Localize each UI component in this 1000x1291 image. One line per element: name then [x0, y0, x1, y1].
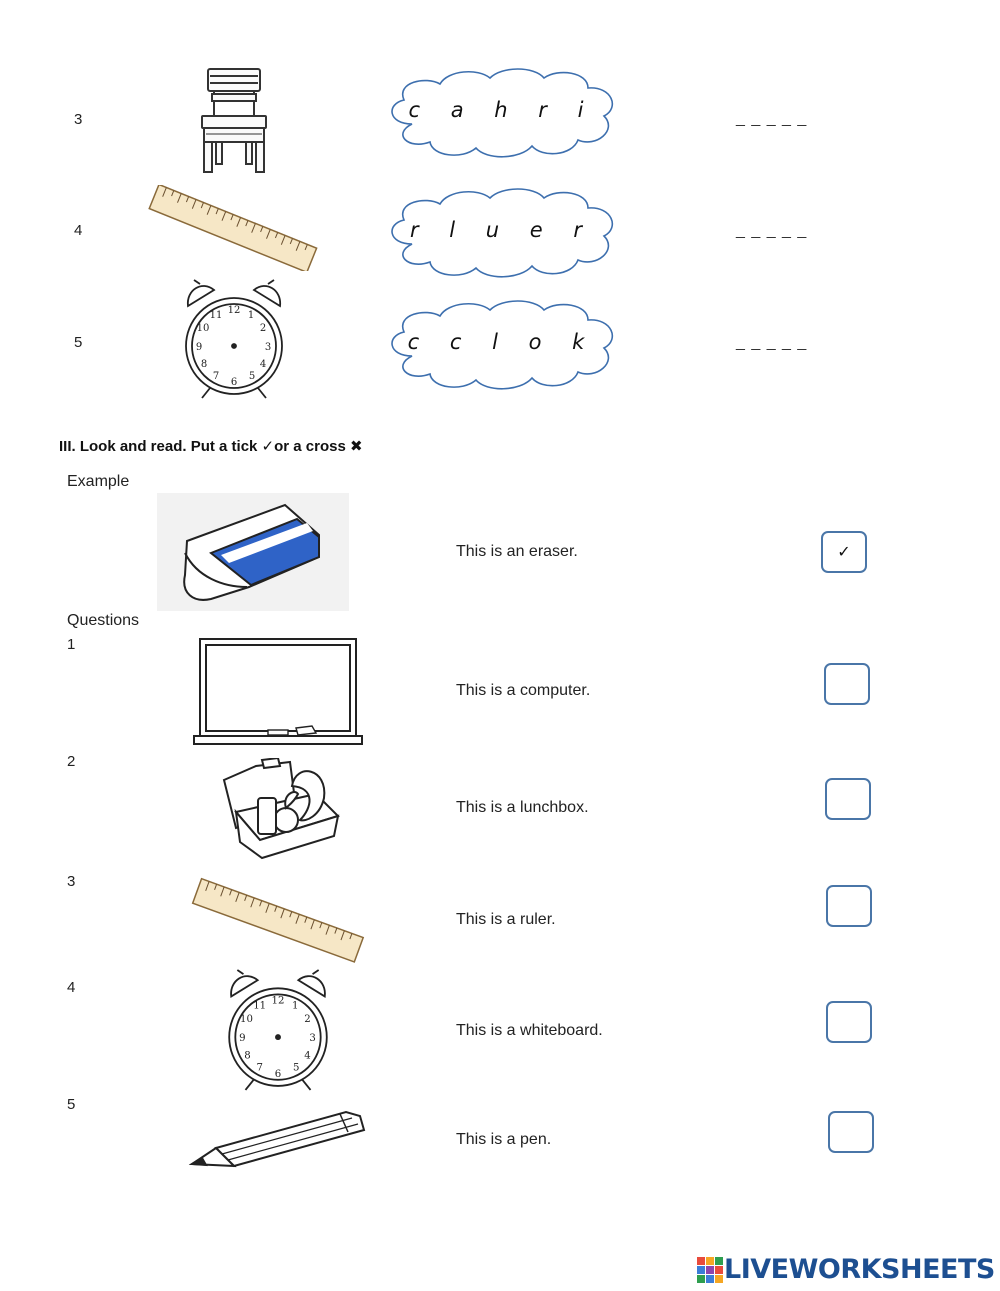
- answer-box[interactable]: [826, 1001, 872, 1043]
- svg-text:10: 10: [240, 1013, 253, 1025]
- svg-text:4: 4: [259, 359, 267, 370]
- lunchbox-icon: [216, 758, 340, 862]
- liveworksheets-logo[interactable]: LIVEWORKSHEETS: [724, 1254, 995, 1285]
- svg-text:7: 7: [212, 371, 220, 382]
- chair-icon: [196, 66, 272, 176]
- svg-text:3: 3: [309, 1033, 316, 1045]
- question-number: 3: [67, 873, 76, 890]
- question-number: 1: [67, 636, 76, 653]
- ruler-icon: [142, 185, 322, 271]
- question-sentence: This is a ruler.: [456, 911, 556, 928]
- example-answer-box[interactable]: ✓: [821, 531, 867, 573]
- answer-box[interactable]: [825, 778, 871, 820]
- svg-text:11: 11: [209, 310, 223, 321]
- question-sentence: This is a computer.: [456, 682, 591, 699]
- answer-box[interactable]: [828, 1111, 874, 1153]
- example-label: Example: [67, 473, 130, 490]
- svg-text:5: 5: [248, 371, 256, 382]
- liveworksheets-logo-icon: [697, 1257, 723, 1283]
- answer-blank[interactable]: _ _ _ _ _: [736, 222, 808, 239]
- item-number: 5: [74, 334, 83, 351]
- svg-text:6: 6: [230, 377, 238, 388]
- svg-text:2: 2: [259, 323, 267, 334]
- svg-text:11: 11: [253, 1000, 267, 1012]
- scrambled-word: c c l o k: [407, 330, 597, 354]
- clock-icon: [222, 968, 334, 1092]
- section-heading: III. Look and read. Put a tick ✓or a cross ✖: [59, 438, 363, 455]
- eraser-icon: [157, 493, 349, 611]
- answer-box[interactable]: [824, 663, 870, 705]
- svg-text:8: 8: [244, 1050, 251, 1062]
- answer-blank[interactable]: _ _ _ _ _: [736, 334, 808, 351]
- pencil-icon: [188, 1108, 368, 1172]
- svg-text:12: 12: [227, 305, 241, 316]
- question-number: 4: [67, 979, 76, 996]
- questions-label: Questions: [67, 612, 140, 629]
- clock-icon: [180, 278, 288, 400]
- svg-text:7: 7: [256, 1062, 263, 1074]
- svg-text:6: 6: [274, 1068, 282, 1080]
- svg-text:4: 4: [304, 1050, 311, 1062]
- svg-text:5: 5: [293, 1062, 300, 1074]
- svg-text:8: 8: [200, 359, 208, 370]
- svg-text:12: 12: [271, 995, 285, 1007]
- answer-blank[interactable]: _ _ _ _ _: [736, 110, 808, 127]
- svg-text:1: 1: [247, 310, 255, 321]
- example-sentence: This is an eraser.: [456, 543, 578, 560]
- item-number: 3: [74, 111, 83, 128]
- svg-text:9: 9: [195, 342, 203, 353]
- question-sentence: This is a whiteboard.: [456, 1022, 603, 1039]
- scrambled-word: r l u e r: [409, 218, 595, 242]
- item-number: 4: [74, 222, 83, 239]
- svg-text:1: 1: [292, 1000, 299, 1012]
- answer-box[interactable]: [826, 885, 872, 927]
- ruler-icon: [186, 876, 368, 964]
- svg-text:10: 10: [196, 323, 210, 334]
- question-sentence: This is a lunchbox.: [456, 799, 589, 816]
- scrambled-word: c a h r i: [408, 98, 596, 122]
- question-sentence: This is a pen.: [456, 1131, 552, 1148]
- svg-text:2: 2: [304, 1013, 311, 1025]
- svg-text:9: 9: [239, 1033, 246, 1045]
- svg-text:3: 3: [264, 342, 272, 353]
- whiteboard-icon: [192, 636, 364, 748]
- question-number: 5: [67, 1096, 76, 1113]
- question-number: 2: [67, 753, 76, 770]
